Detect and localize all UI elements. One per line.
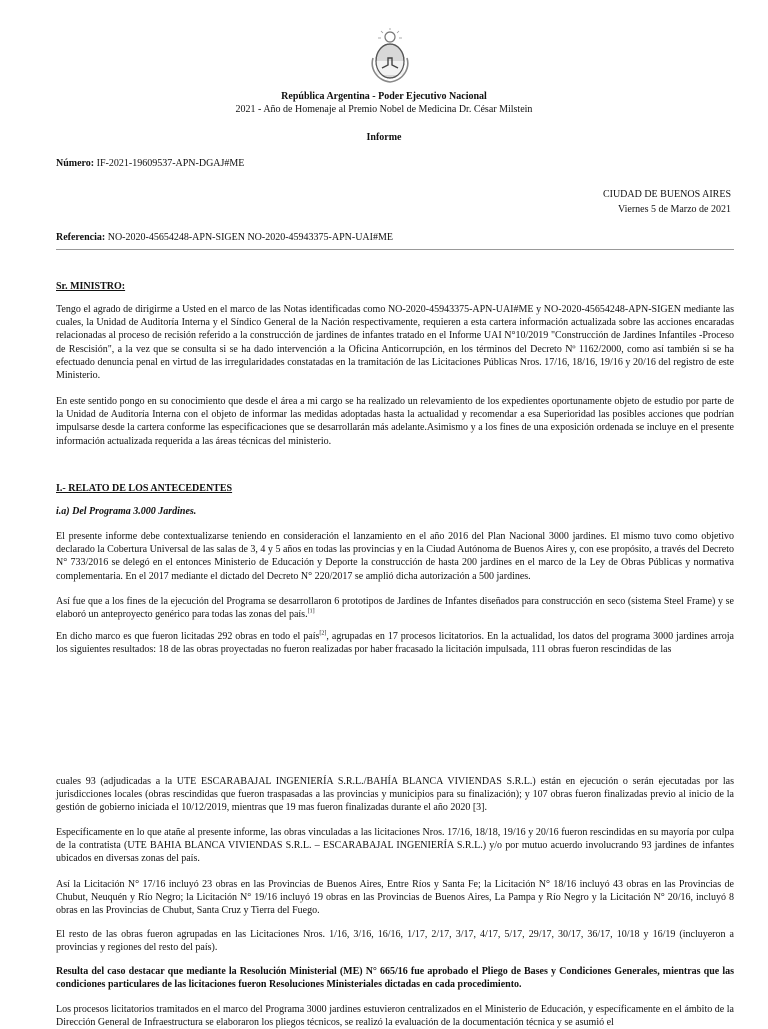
paragraph-11: Los procesos licitatorios tramitados en el marco del Programa 3000 jardines estuvieron centralizados en el Ministerio de Educación, y específicamente en el ámbito de la Dirección General de Infraestructura se elaboraron los pliegos técnicos, se realizó la evaluación de la documentación técnica y se asumió el — [56, 1004, 734, 1029]
paragraph-5-text-b: , agrupadas en 17 procesos licitatorios. En la actualidad, los datos del programa 3000 jardines arroja los siguientes resultados: 18 de las obras proyectadas no fueron realizadas por haber fracasado la licitación impulsada, 111 obras fueron rescindidas de las — [56, 631, 734, 656]
reference-value: NO-2020-45654248-APN-SIGEN NO-2020-45943375-APN-UAI#ME — [107, 232, 393, 243]
header-title: República Argentina - Poder Ejecutivo Nacional — [281, 91, 487, 102]
paragraph-5-text-a: En dicho marco es que fueron licitadas 292 obras en todo el país — [56, 631, 320, 642]
subsection-heading-programa: i.a) Del Programa 3.000 Jardines. — [56, 506, 197, 517]
paragraph-5 — [56, 630, 734, 656]
paragraph-10: Resulta del caso destacar que mediante la Resolución Ministerial (ME) N° 665/16 fue aprobado el Pliego de Bases y Condiciones Generales, mientras que las condiciones particulares de las licitaciones fueron Resoluciones Ministeriales dictadas en cada procedimiento. — [56, 966, 734, 991]
section-heading-antecedentes: I.- RELATO DE LOS ANTECEDENTES — [56, 483, 233, 494]
reference-label: Referencia: — [56, 232, 106, 243]
paragraph-2: En este sentido pongo en su conocimiento que desde el área a mi cargo se ha realizado un relevamiento de los expedientes oportunamente objeto de estudio por parte de la Unidad de Auditoría Interna con el objeto de informar las medidas adoptadas hasta la actualidad y recomendar a esa Superioridad las posibles acciones que podrían impulsarse desde la cartera conforme las especificaciones que se desarrollarán más adelante.Asimismo y a los fines de una exposición ordenada se incluye en el presente información actualizada requerida a las áreas técnicas del ministerio. — [56, 396, 734, 447]
document-number — [56, 157, 244, 171]
paragraph-4-text: Así fue que a los fines de la ejecución del Programa se desarrollaron 6 prototipos de Jardines de Infantes diseñados para construcción en seco (sistema Steel Frame) y se elaboró un anteproyecto genérico para todas las zonas del país. — [56, 596, 734, 621]
footnote-ref-2[interactable]: [2] — [319, 630, 327, 637]
paragraph-3: El presente informe debe contextualizarse teniendo en consideración el lanzamiento en el año 2016 del Plan Nacional 3000 jardines. El mismo tuvo como objetivo declarado la Cobertura Universal de las salas de 3, 4 y 5 años en todas las provincias y en la Ciudad Autónoma de Buenos Aires y, con ese propósito, a través del Decreto N° 733/2016 se delegó en el entonces Ministerio de Educación y Deporte la construcción de hasta 200 jardines en el marco de la Ley de Obras Públicas y normativa complementaria. En el 2017 mediante el dictado del Decreto N° 220/2017 se amplió dicha autorización a 500 jardines. — [56, 531, 734, 582]
paragraph-6: cuales 93 (adjudicadas a la UTE ESCARABAJAL INGENIERÍA S.R.L./BAHÍA BLANCA VIVIENDAS S.R.L.) están en ejecución o serán ejecutadas por las jurisdicciones locales (obras rescindidas que fueron traspasadas a las provincias y municipios para su finalización); y 107 obras fueron finalizadas previo al inicio de la gestión de gobierno iniciada el 10/12/2019, mientras que 19 mas fueron finalizadas durante el año 2020 [3]. — [56, 776, 734, 814]
paragraph-4 — [56, 595, 734, 621]
document-number-value: IF-2021-19609537-APN-DGAJ#ME — [96, 158, 245, 169]
document-type: Informe — [366, 132, 402, 143]
document-place: CIUDAD DE BUENOS AIRES — [602, 189, 731, 200]
paragraph-8: Así la Licitación N° 17/16 incluyó 23 obras en las Provincias de Buenos Aires, Entre Ríos y Santa Fe; la Licitación N° 18/16 incluyó 43 obras en las Provincias de Chubut, Neuquén y Río Negro; la Licitación N° 19/16 incluyó 19 obras en las Provincias de Buenos Aires, La Pampa y Río Negro y la Licitación N° 20/16, incluyó 8 obras en las Provincias de Chubut, Santa Cruz y Tierra del Fuego. — [56, 879, 734, 917]
header-divider — [56, 249, 734, 250]
paragraph-7: Específicamente en lo que atañe al presente informe, las obras vinculadas a las licitaciones Nros. 17/16, 18/18, 19/16 y 20/16 fueron rescindidas en su mayoría por culpa de la contratista (UTE BAHIA BLANCA VIVIENDAS S.R.L. – ESCARABAJAL INGENIERÍA S.R.L.) y/o por mutuo acuerdo involucrando 93 jardines de infantes ubicados en diversas zonas del país. — [56, 827, 734, 865]
paragraph-9: El resto de las obras fueron agrupadas en las Licitaciones Nros. 1/16, 3/16, 16/16, 1/17, 2/17, 3/17, 4/17, 5/17, 29/17, 30/17, 36/17, 10/18 y 16/19 (incluyeron a provincias y regiones del resto del país). — [56, 929, 734, 954]
document-date: Viernes 5 de Marzo de 2021 — [618, 204, 731, 215]
footnote-ref-1[interactable]: [1] — [307, 608, 315, 615]
salutation: Sr. MINISTRO: — [56, 281, 126, 292]
national-coat-of-arms-icon — [368, 28, 412, 84]
document-number-label: Número: — [56, 158, 95, 169]
paragraph-1: Tengo el agrado de dirigirme a Usted en el marco de las Notas identificadas como NO-2020-45943375-APN-UAI#ME y NO-2020-45654248-APN-SIGEN mediante las cuales, la Unidad de Auditoría Interna y el Síndico General de la Nación respectivamente, requieren a esta cartera información actualizada sobre las acciones encaradas relacionadas al proceso de recisión referido a la construcción de jardines de infantes tratado en el Informe UAI N°10/2019 "Construcción de Jardines Infantiles -Proceso de Rescisión", a la vez que se consulta si se ha dado intervención a la Oficina Anticorrupción, en los términos del Decreto Nº 1162/2000, como así también si se ha efectuado denuncia penal en virtud de las irregularidades constatadas en la tramitación de las Licitaciones Públicas Nros. 17/16, 18/16, 19/16 y 20/16 del registro de este Ministerio. — [56, 304, 734, 382]
document-reference — [56, 231, 393, 245]
header-subtitle: 2021 - Año de Homenaje al Premio Nobel de Medicina Dr. César Milstein — [235, 104, 533, 115]
